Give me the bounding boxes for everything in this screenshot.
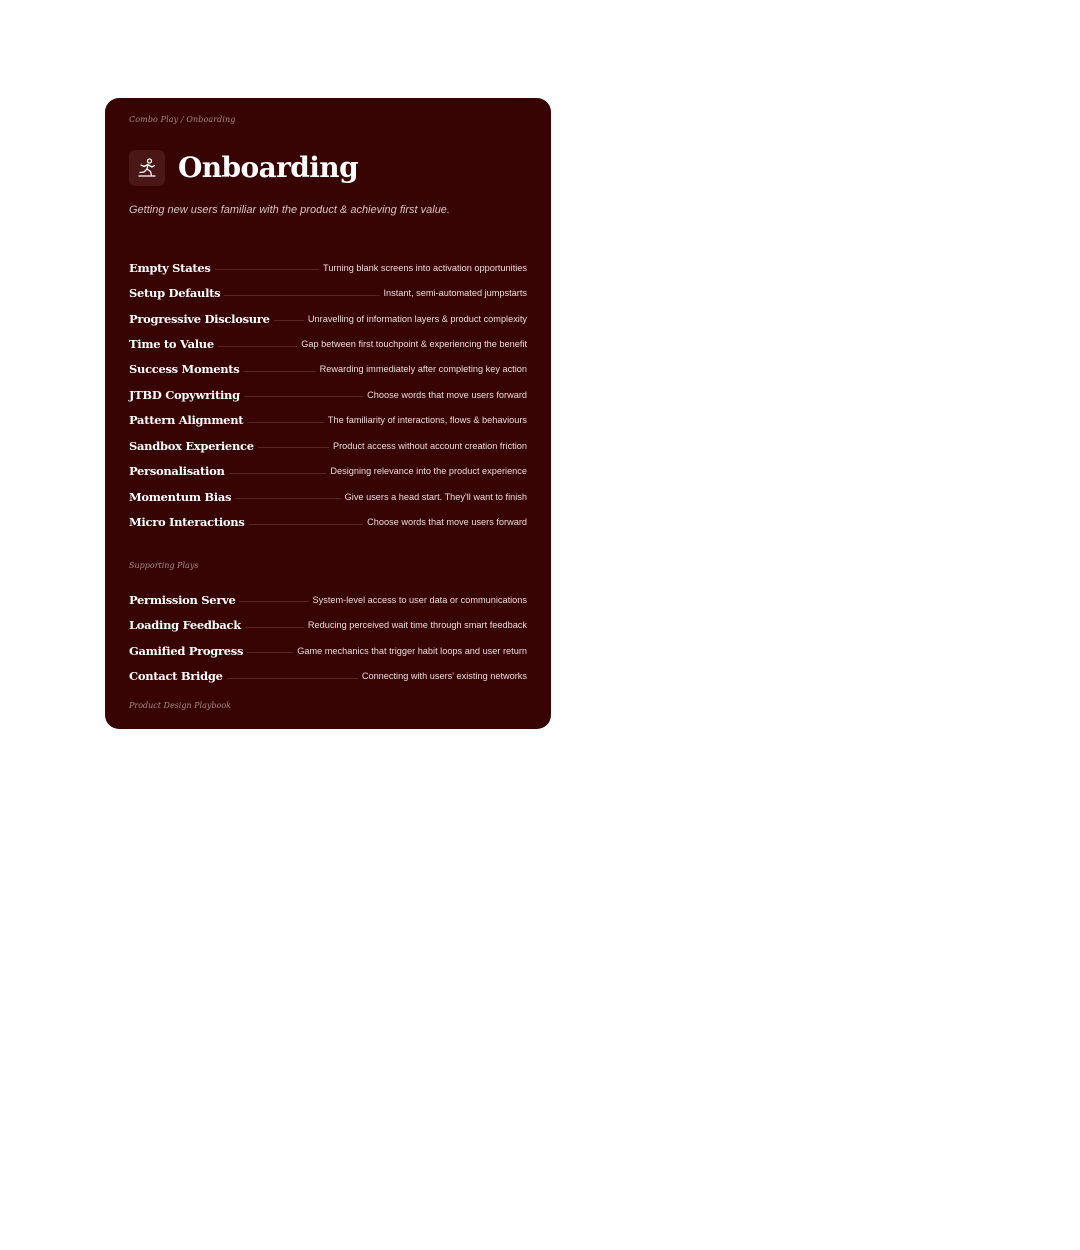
play-description: The familiarity of interactions, flows & behaviours xyxy=(327,415,527,426)
play-description: Game mechanics that trigger habit loops and user return xyxy=(297,645,527,656)
list-item xyxy=(129,382,527,407)
list-item xyxy=(129,331,527,356)
breadcrumb: Combo Play / Onboarding xyxy=(129,115,236,124)
leader-line xyxy=(224,295,379,296)
page-title: Onboarding xyxy=(178,151,359,184)
play-name: Empty States xyxy=(129,260,211,275)
list-item xyxy=(129,638,527,663)
leader-line xyxy=(227,678,358,679)
playbook-card xyxy=(105,98,551,729)
play-description: Choose words that move users forward xyxy=(367,389,527,400)
list-item xyxy=(129,663,527,688)
play-description: Gap between first touchpoint & experiencing the benefit xyxy=(301,339,527,350)
play-description: Reducing perceived wait time through smart feedback xyxy=(307,620,527,631)
leader-line xyxy=(258,447,329,448)
list-item xyxy=(129,484,527,509)
list-item xyxy=(129,433,527,458)
leader-line xyxy=(229,473,327,474)
list-item xyxy=(129,357,527,382)
onboarding-figure-icon xyxy=(129,150,165,186)
play-name: JTBD Copywriting xyxy=(129,387,240,402)
leader-line xyxy=(245,627,304,628)
play-description: Unravelling of information layers & product complexity xyxy=(307,313,527,324)
list-item xyxy=(129,408,527,433)
leader-line xyxy=(243,371,315,372)
page-subtitle: Getting new users familiar with the product & achieving first value. xyxy=(129,204,450,216)
leader-line xyxy=(249,524,364,525)
supporting-plays-list xyxy=(129,587,527,689)
play-name: Personalisation xyxy=(129,464,225,479)
play-description: Designing relevance into the product experience xyxy=(330,466,527,477)
play-name: Contact Bridge xyxy=(129,669,223,684)
play-description: Turning blank screens into activation opportunities xyxy=(323,262,527,273)
leader-line xyxy=(215,269,320,270)
leader-line xyxy=(218,346,297,347)
play-name: Momentum Bias xyxy=(129,489,232,504)
play-description: Product access without account creation friction xyxy=(332,440,527,451)
play-name: Sandbox Experience xyxy=(129,438,254,453)
plays-list xyxy=(129,255,527,535)
title-row xyxy=(129,150,358,186)
play-description: Connecting with users' existing networks xyxy=(361,671,527,682)
play-description: System-level access to user data or communications xyxy=(312,594,527,605)
play-name: Loading Feedback xyxy=(129,618,241,633)
supporting-plays-label: Supporting Plays xyxy=(129,561,199,570)
play-description: Instant, semi-automated jumpstarts xyxy=(383,288,527,299)
play-name: Permission Serve xyxy=(129,592,236,607)
footer-label: Product Design Playbook xyxy=(129,701,231,710)
play-name: Pattern Alignment xyxy=(129,413,244,428)
play-name: Setup Defaults xyxy=(129,286,221,301)
list-item xyxy=(129,587,527,612)
play-name: Progressive Disclosure xyxy=(129,311,270,326)
list-item xyxy=(129,509,527,534)
list-item xyxy=(129,255,527,280)
leader-line xyxy=(239,601,308,602)
list-item xyxy=(129,612,527,637)
play-name: Time to Value xyxy=(129,337,214,352)
list-item xyxy=(129,459,527,484)
leader-line xyxy=(274,320,304,321)
leader-line xyxy=(247,652,293,653)
play-name: Success Moments xyxy=(129,362,240,377)
list-item xyxy=(129,280,527,305)
play-description: Give users a head start. They'll want to finish xyxy=(344,491,527,502)
play-description: Rewarding immediately after completing key action xyxy=(319,364,527,375)
leader-line xyxy=(247,422,324,423)
list-item xyxy=(129,306,527,331)
leader-line xyxy=(235,498,340,499)
leader-line xyxy=(244,396,363,397)
play-description: Choose words that move users forward xyxy=(367,517,527,528)
play-name: Micro Interactions xyxy=(129,515,245,530)
play-name: Gamified Progress xyxy=(129,643,244,658)
